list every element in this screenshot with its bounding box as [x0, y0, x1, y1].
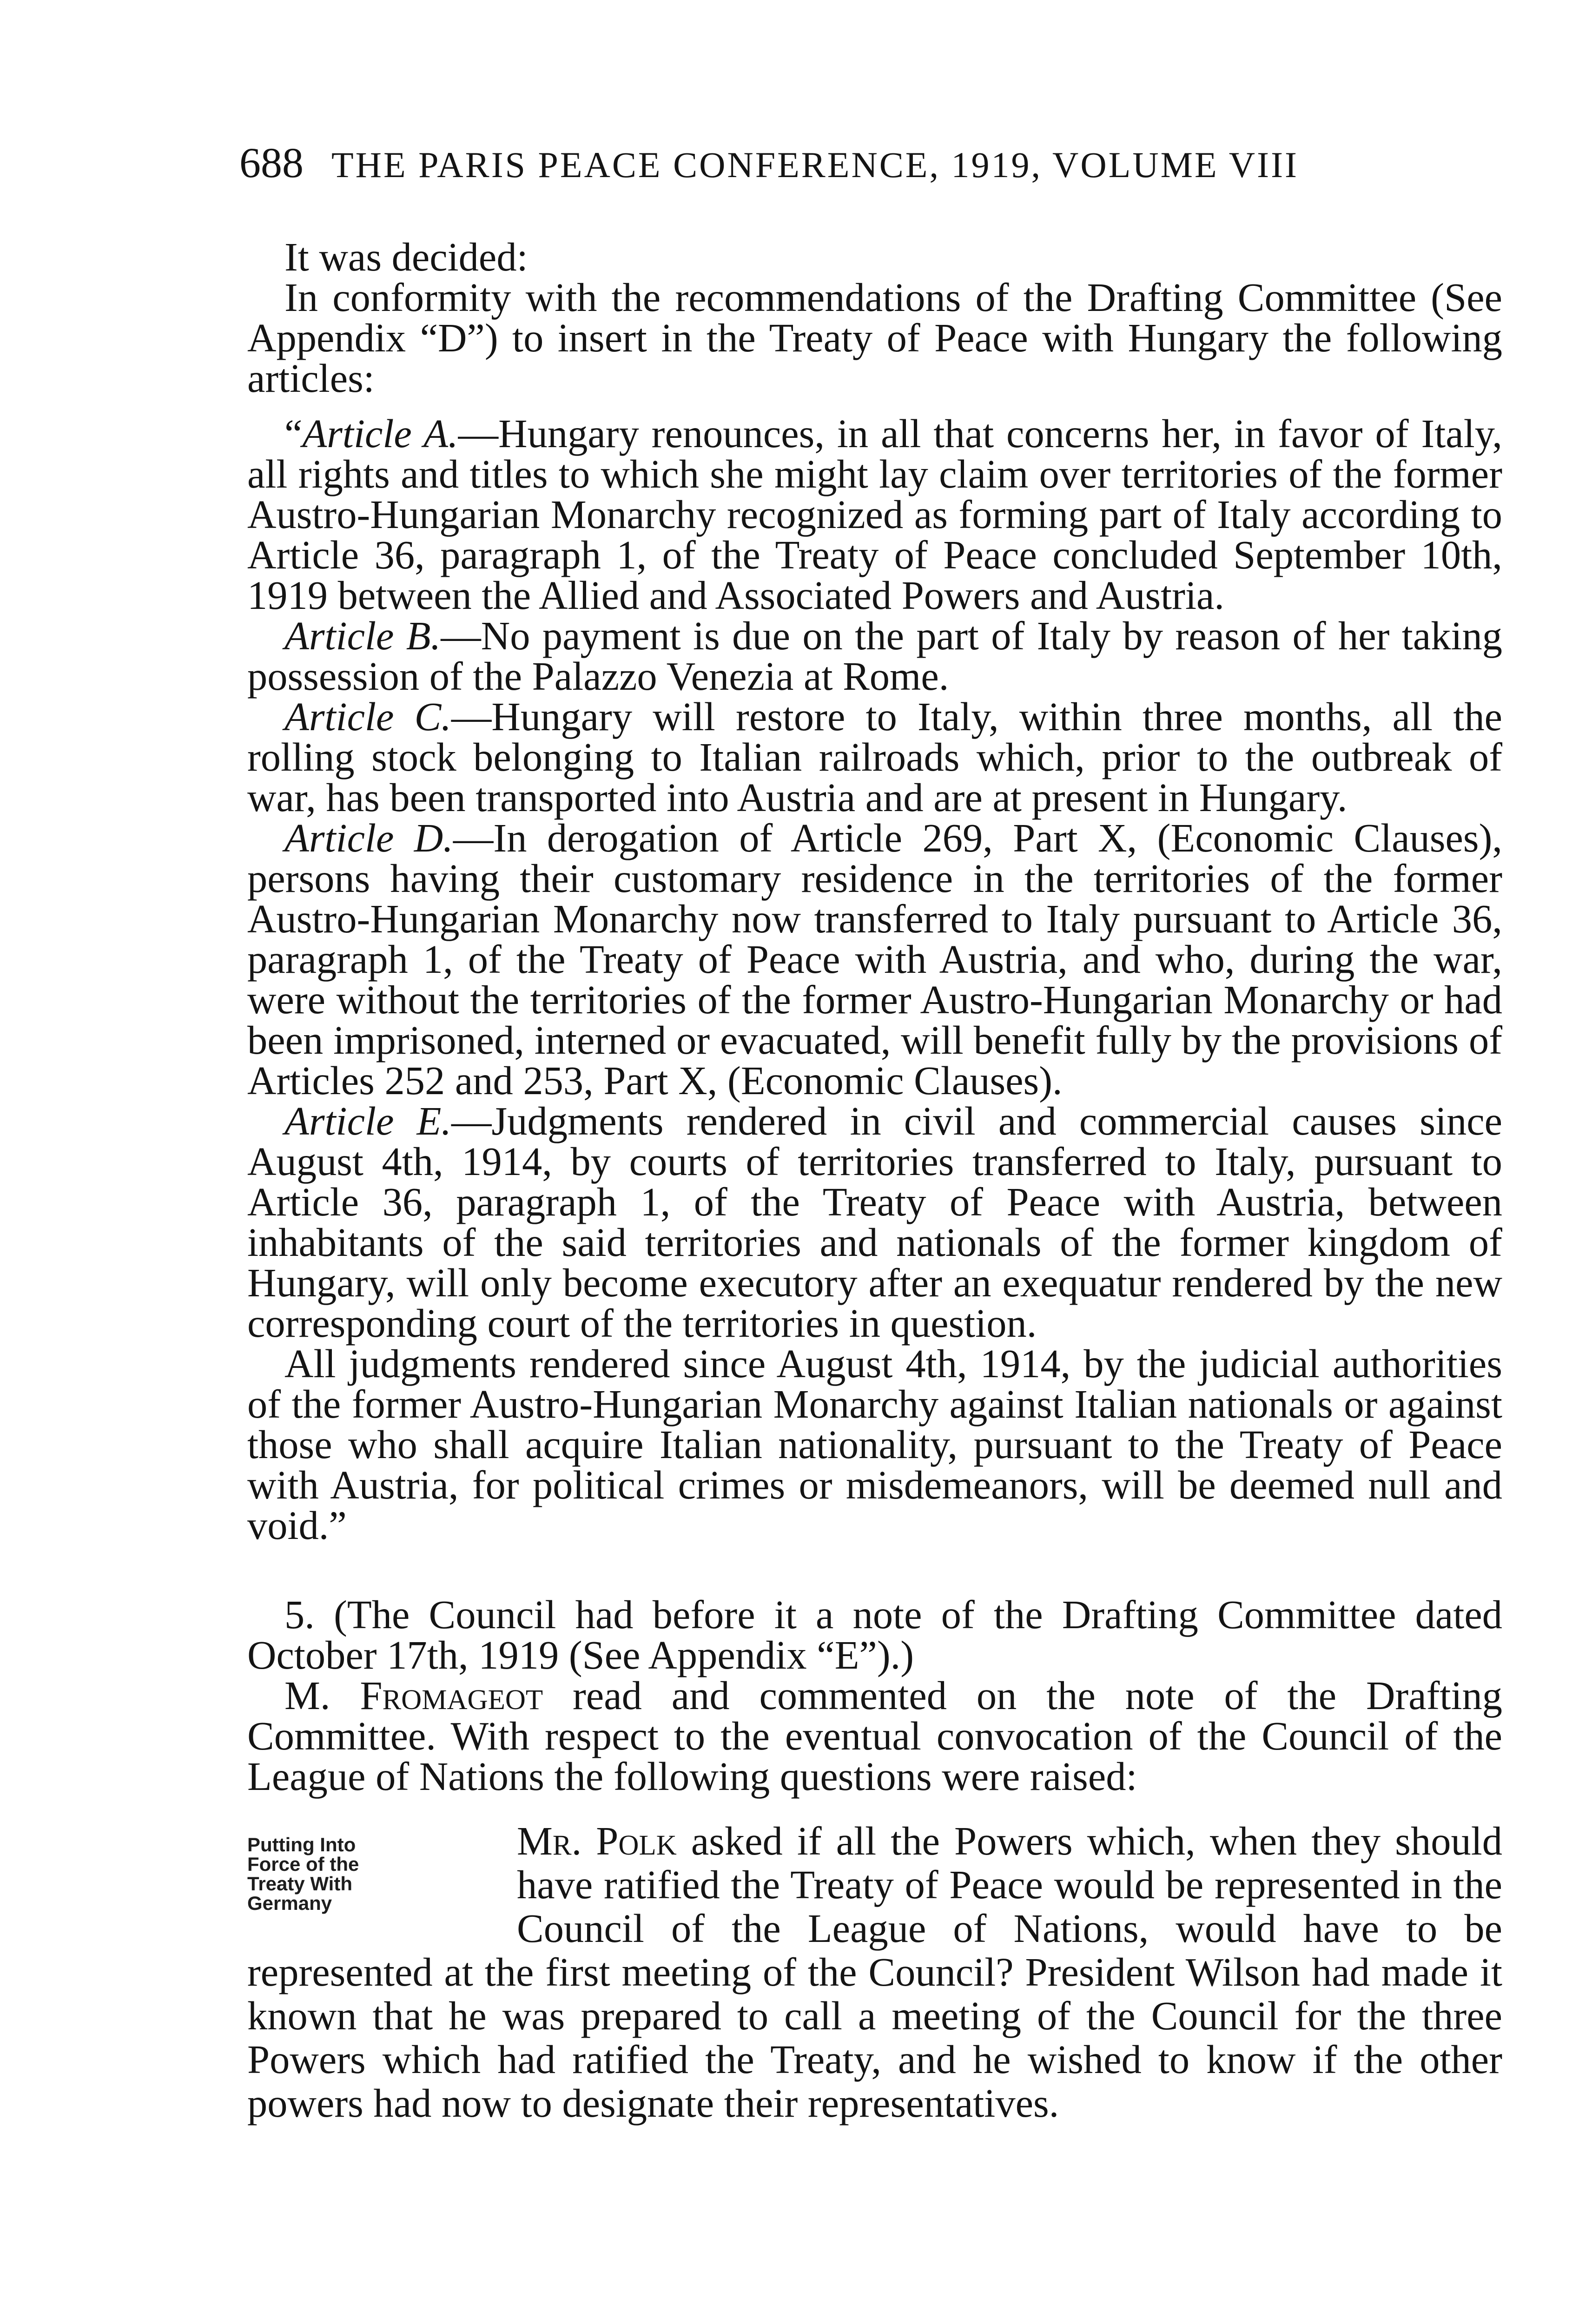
margin-note	[247, 1835, 498, 1913]
article-e-text: —Judgments rendered in civil and commercial causes since August 4th, 1914, by courts of territories transferred to Italy, pursuant to Article 36, paragraph 1, of the Treaty of Peace with Austria, between inhabitants of the said territories and nationals of the former kingdom of Hungary, will only become executory after an exequatur rendered by the new corresponding court of the territories in question.	[247, 1099, 1502, 1346]
decision-intro: In conformity with the recommendations of the Drafting Committee (See Appendix “D”) to insert in the Treaty of Peace with Hungary the following articles:	[247, 275, 1502, 401]
article-b-text: —No payment is due on the part of Italy by reason of her taking possession of the Palazzo Venezia at Rome.	[247, 614, 1502, 699]
article-e	[247, 1101, 1502, 1344]
margin-note-line: Germany	[247, 1892, 332, 1914]
article-c-label: Article C.	[284, 694, 451, 739]
article-d-text: —In derogation of Article 269, Part X, (Economic Clauses), persons having their customary residence in the territories of the former Austro-Hungarian Monarchy now transferred to Italy pursuant to Article 36, paragraph 1, of the Treaty of Peace with Austria, and who, during the war, were without the territories of the former Austro-Hungarian Monarchy or had been imprisoned, interned or evacuated, will benefit fully by the provisions of Articles 252 and 253, Part X, (Economic Clauses).	[247, 816, 1502, 1103]
margin-note-line: Treaty With	[247, 1873, 352, 1895]
article-a-open-quote: “	[284, 411, 303, 456]
article-a-label: Article A.	[302, 411, 458, 456]
item-5: 5. (The Council had before it a note of the Drafting Committee dated October 17th, 1919 (See Appendix “E”).)	[247, 1592, 1502, 1677]
margin-note-line: Force of the	[247, 1853, 359, 1875]
article-b-label: Article B.	[284, 614, 441, 658]
page-number: 688	[239, 139, 304, 186]
article-e-continued: All judgments rendered since August 4th, 1914, by the judicial authorities of the former Austro-Hungarian Monarchy against Italian nationals or against those who shall acquire Italian nationality, pursuant to the Treaty of Peace with Austria, for political crimes or misdemeanors, will be deemed null and void.”	[247, 1341, 1502, 1548]
article-d-label: Article D.	[284, 816, 453, 860]
polk-text: asked if all the Powers which, when they should have ratified the Treaty of Peace would be represented in the Council of the League of Nations, would have to be represented at the first meeting of the Council? President Wilson had made it known that he was prepared to call a meeting of the Council for the three Powers which had ratified the Treaty, and he wished to know if the other powers had now to designate their representatives.	[247, 1819, 1502, 2126]
fromageot-text: read and commented on the note of the Drafting Committee. With respect to the eventual convocation of the Council of the League of Nations the following questions were raised:	[247, 1673, 1502, 1799]
decision-lead: It was decided:	[284, 235, 528, 279]
article-a	[247, 411, 1502, 618]
fromageot-paragraph	[247, 1673, 1502, 1799]
speaker-fromageot: M. Fromageot	[284, 1673, 543, 1718]
polk-paragraph	[247, 1819, 1502, 2125]
margin-note-line: Putting Into	[247, 1834, 356, 1855]
article-c-text: —Hungary will restore to Italy, within three months, all the rolling stock belonging to Italian railroads which, prior to the outbreak of war, has been transported into Austria and are at present in Hungary.	[247, 694, 1502, 820]
article-c	[247, 694, 1502, 820]
page-header	[239, 139, 1494, 188]
article-a-text: —Hungary renounces, in all that concerns her, in favor of Italy, all rights and titles to which she might lay claim over territories of the former Austro-Hungarian Monarchy recognized as forming part of Italy according to Article 36, paragraph 1, of the Treaty of Peace concluded September 10th, 1919 between the Allied and Associated Powers and Austria.	[247, 411, 1502, 618]
running-title: THE PARIS PEACE CONFERENCE, 1919, VOLUME VIII	[331, 145, 1299, 185]
page-body	[247, 237, 1502, 2125]
article-e-label: Article E.	[284, 1099, 452, 1143]
article-d	[247, 818, 1502, 1101]
speaker-polk: Mr. Polk	[517, 1819, 677, 1863]
article-b	[247, 616, 1502, 697]
